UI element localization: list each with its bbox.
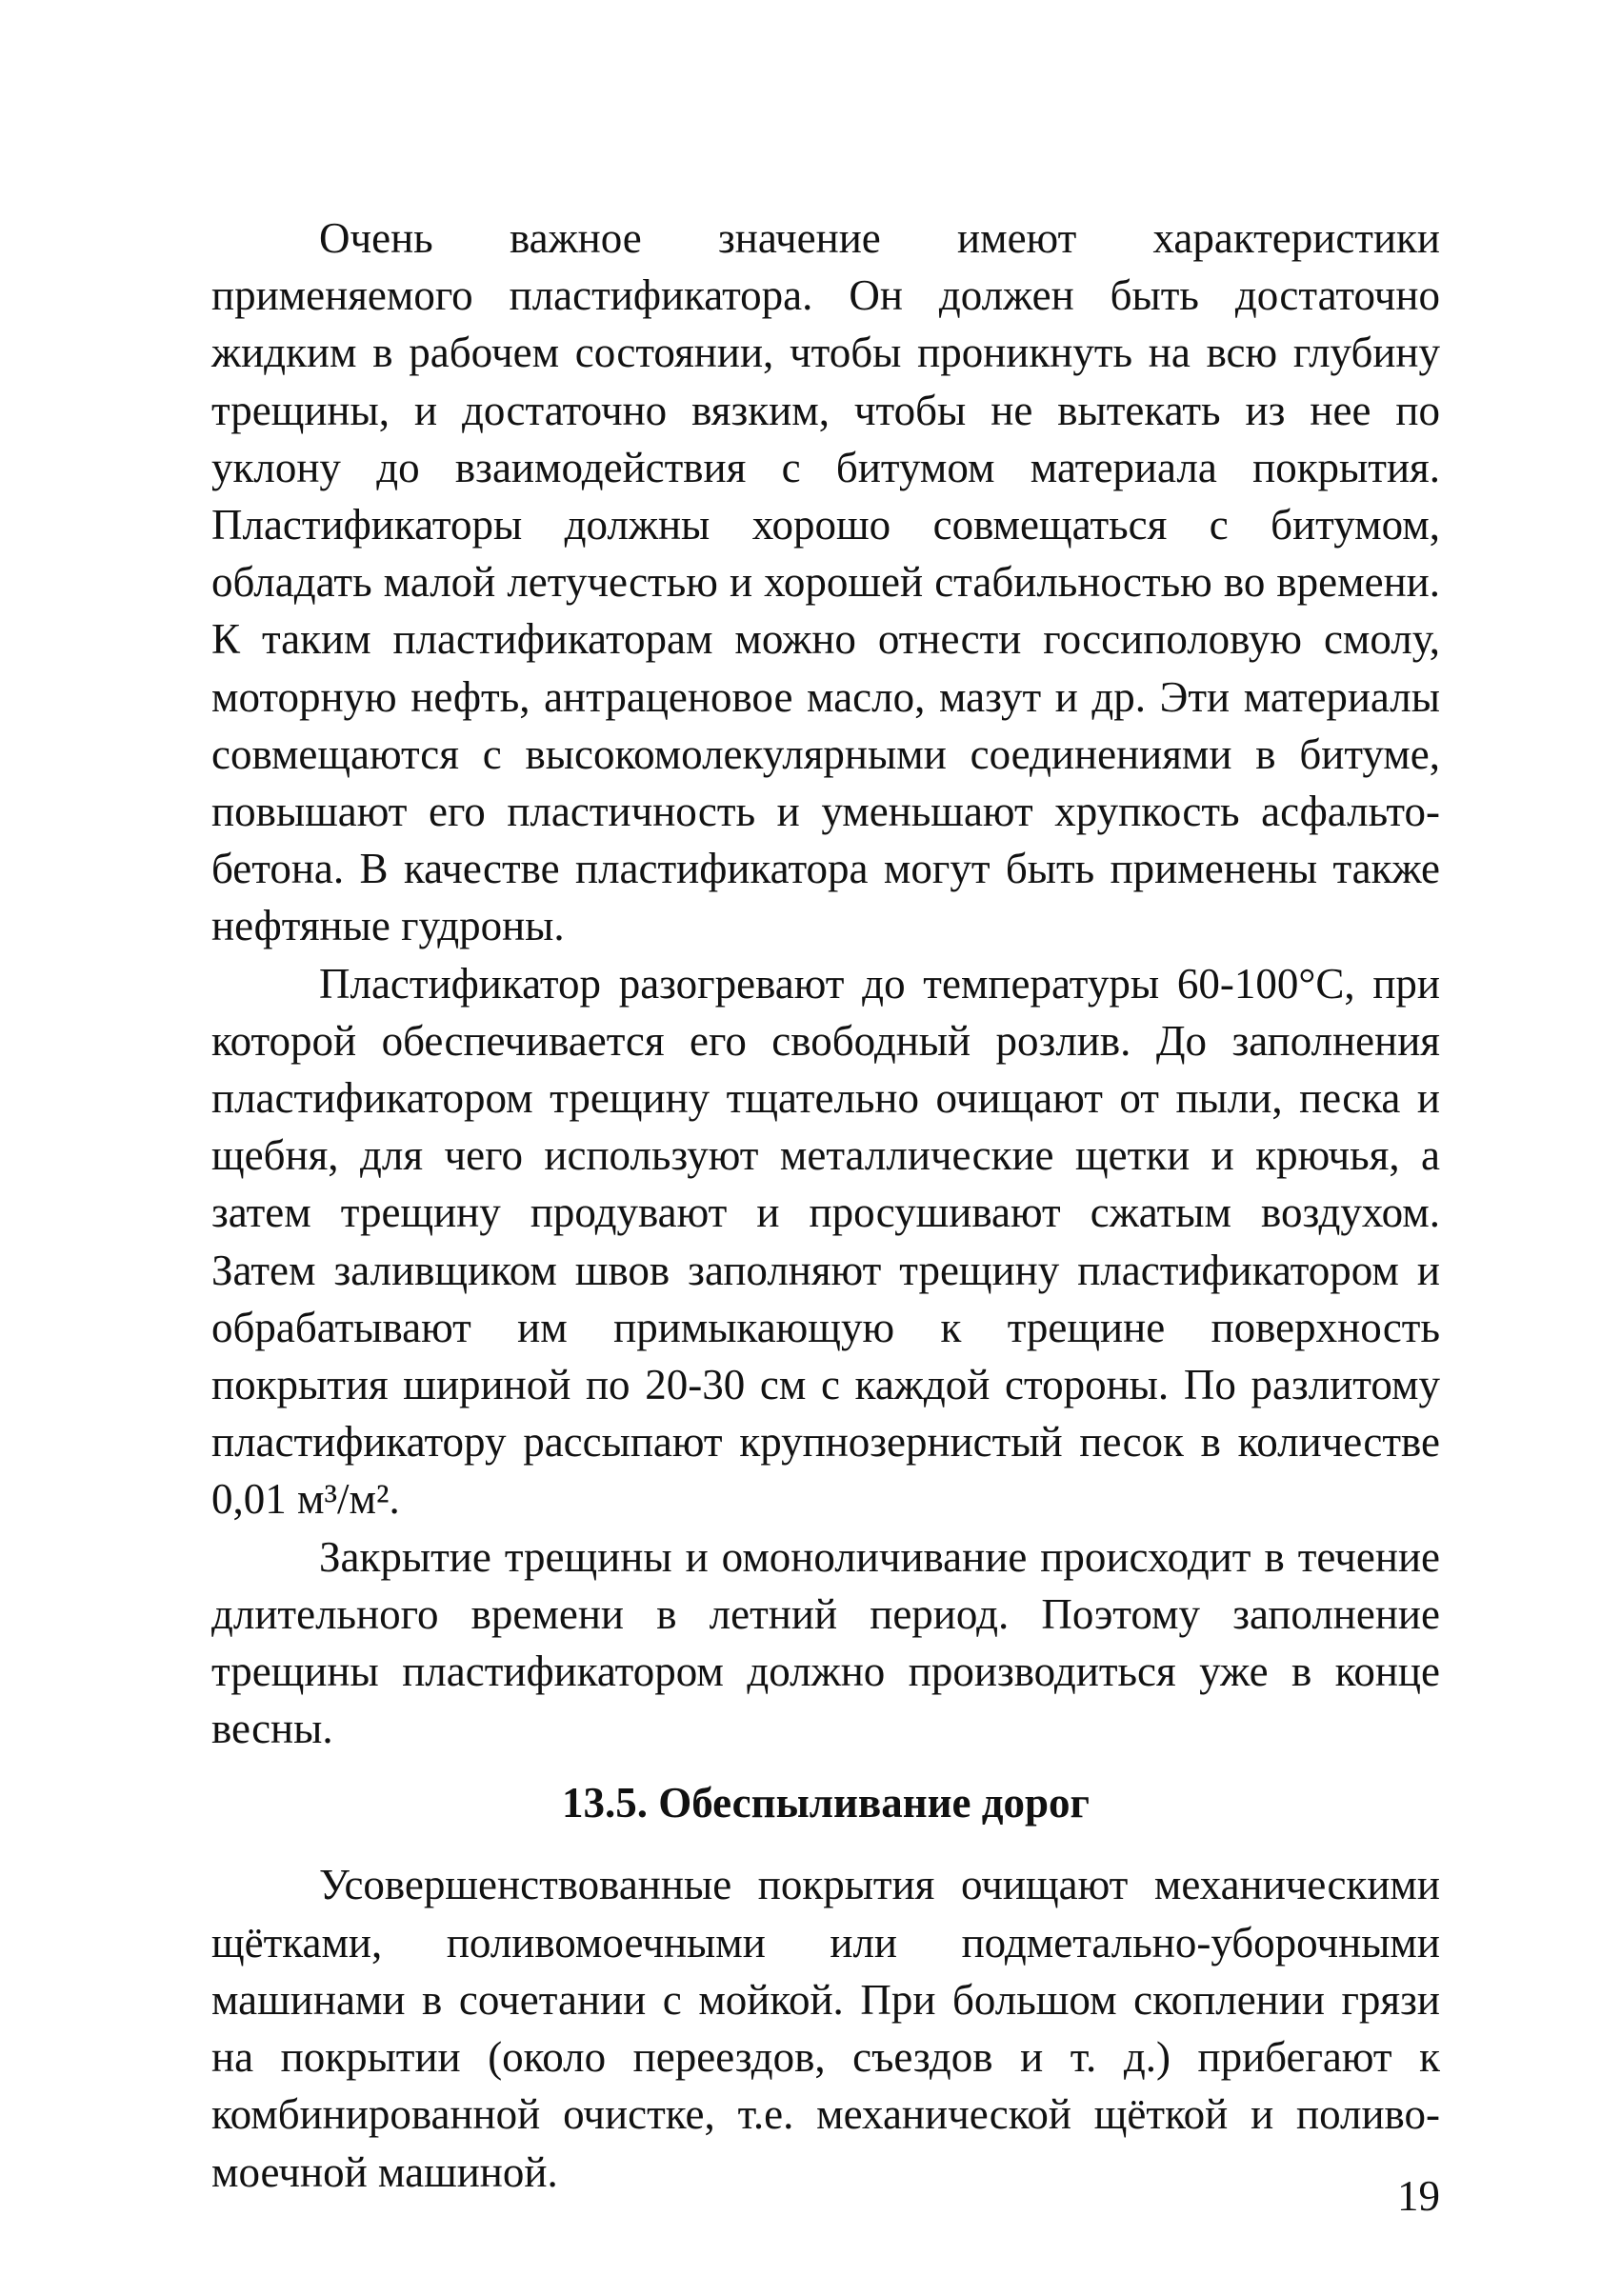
page-number: 19 [1397, 2172, 1440, 2220]
body-text [211, 210, 1440, 2201]
paragraph-plasticizer-properties: Очень важное значение имеют характеристики применяемого пластификатора. Он должен быть достаточно жидким в рабочем состоянии, чтобы проникнуть на всю глубину трещины, и достаточно вязким, чтобы не вытекать из нее по уклону до взаимодействия с битумом материала покрытия. Пластификаторы должны хорошо совмещаться с битумом, обладать малой летучестью и хорошей стабильностью во времени. К таким пластификаторам можно отнести госсиполовую смолу, моторную нефть, антраценовое масло, мазут и др. Эти материалы совмещаются с высокомолекулярными соединениями в битуме, повышают его пластичность и уменьшают хрупкость асфальтобетона. В качестве пластификатора могут быть применены также нефтяные гудроны. [211, 214, 1440, 950]
paragraph-dust-removal: Усовершенствованные покрытия очищают механическими щётками, поливомоечными или подметально-уборочными машинами в сочетании с мойкой. При большом скоплении грязи на покрытии (около переездов, съездов и т. д.) прибегают к комбинированной очистке, т.е. механической щёткой и поливомоечной машиной. [211, 1861, 1440, 2196]
paragraph-crack-closure: Закрытие трещины и омоноличивание происходит в течение длительного времени в летний период. Поэтому заполнение трещины пластификатором должно производиться уже в конце весны. [211, 1532, 1440, 1753]
paragraph-plasticizer-application: Пластификатор разогревают до температуры 60-100°С, при которой обеспечивается его свободный розлив. До заполнения пластификатором трещину тщательно очищают от пыли, песка и щебня, для чего используют металлические щетки и крючья, а затем трещину продувают и просушивают сжатым воздухом. Затем заливщиком швов заполняют трещину пластификатором и обрабатывают им примыкающую к трещине поверхность покрытия шириной по 20-30 см с каждой стороны. По разлитому пластификатору рассыпают крупнозернистый песок в количестве 0,01 м³/м². [211, 959, 1440, 1524]
section-heading: 13.5. Обеспыливание дорог [562, 1779, 1090, 1827]
